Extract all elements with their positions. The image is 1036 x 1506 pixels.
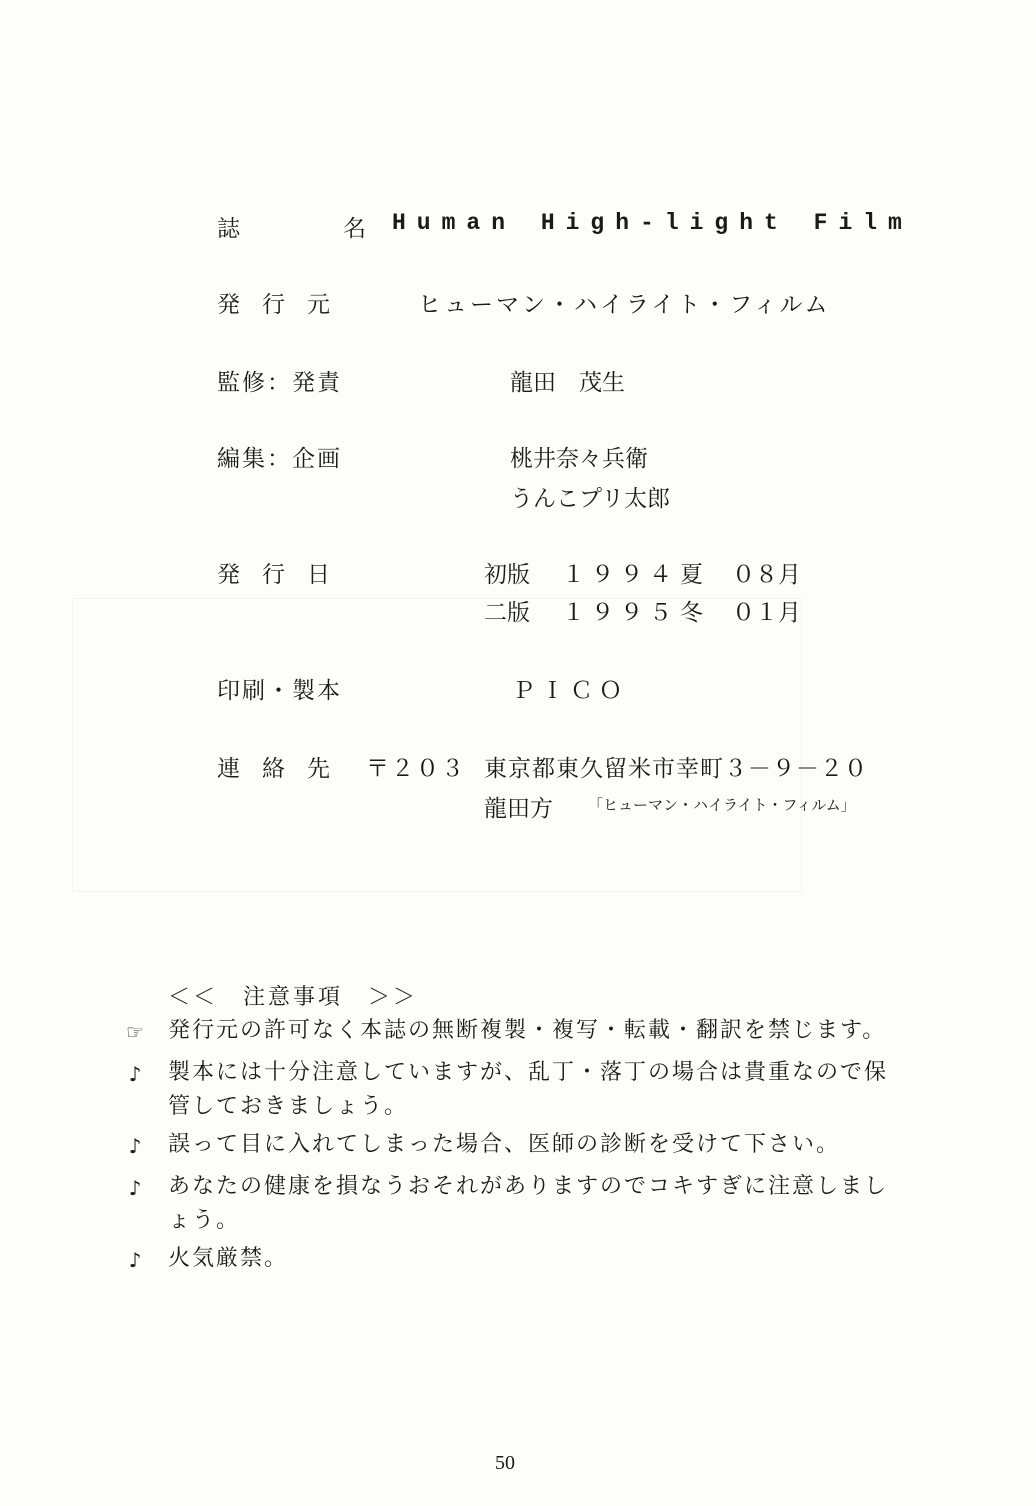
month-1: ０８月 (732, 562, 801, 588)
publisher-row (0, 286, 1036, 326)
publisher-value: ヒューマン・ハイライト・フィルム (418, 292, 831, 318)
music-note-icon: ♪ (128, 1176, 142, 1200)
notes-title: ＜＜ 注意事項 ＞＞ (168, 985, 419, 1010)
date-label: 発行日 (217, 562, 352, 588)
year-2: １９９５ (562, 600, 678, 626)
publisher-label: 発行元 (217, 292, 352, 318)
contact-row-2 (0, 790, 1036, 830)
music-note-icon: ♪ (128, 1134, 142, 1158)
season-2: 冬 (680, 600, 703, 626)
title-value: Human High-light Film (392, 210, 913, 236)
music-note-icon: ♪ (128, 1062, 142, 1086)
contact-row (0, 750, 1036, 790)
address: 東京都東久留米市幸町３－９－２０ (484, 756, 868, 782)
music-note-icon: ♪ (128, 1248, 142, 1272)
printer-row (0, 672, 1036, 712)
note-item: 製本には十分注意していますが、乱丁・落丁の場合は貴重なので保管しておきましょう。 (168, 1060, 889, 1119)
contact-label: 連絡先 (217, 756, 352, 782)
printer-value: ＰＩＣＯ (512, 678, 628, 704)
postal-code: 〒２０３ (366, 756, 466, 782)
editor-value-2: うんこプリ太郎 (510, 486, 671, 512)
date-row-2 (0, 594, 1036, 634)
month-2: ０１月 (732, 600, 801, 626)
editor-value-1: 桃井奈々兵衛 (510, 446, 648, 472)
edition-2: 二版 (484, 600, 530, 626)
supervisor-row (0, 364, 1036, 404)
edition-1: 初版 (484, 562, 530, 588)
editor-label: 編集：企画 (217, 446, 342, 472)
editor-row-2 (0, 480, 1036, 520)
printer-label: 印刷・製本 (217, 678, 342, 704)
title-label: 誌 名 (217, 216, 406, 242)
title-row (0, 210, 1036, 250)
season-1: 夏 (680, 562, 703, 588)
note-item: あなたの健康を損なうおそれがありますのでコキすぎに注意しましょう。 (168, 1174, 889, 1233)
editor-row (0, 440, 1036, 480)
faint-background-frame (72, 598, 802, 892)
care-of: 龍田方 (484, 796, 553, 822)
note-item: 発行元の許可なく本誌の無断複製・複写・転載・翻訳を禁じます。 (168, 1018, 887, 1043)
year-1: １９９４ (562, 562, 678, 588)
supervisor-value: 龍田 茂生 (510, 370, 625, 396)
note-item: 誤って目に入れてしまった場合、医師の診断を受けて下さい。 (168, 1132, 841, 1157)
page-number: 50 (495, 1452, 515, 1474)
date-row-1 (0, 556, 1036, 596)
pointing-hand-icon: ☞ (126, 1020, 144, 1044)
care-of-name: 「ヒューマン・ハイライト・フィルム」 (588, 796, 856, 814)
note-item: 火気厳禁。 (168, 1246, 289, 1271)
supervisor-label: 監修：発責 (217, 370, 342, 396)
